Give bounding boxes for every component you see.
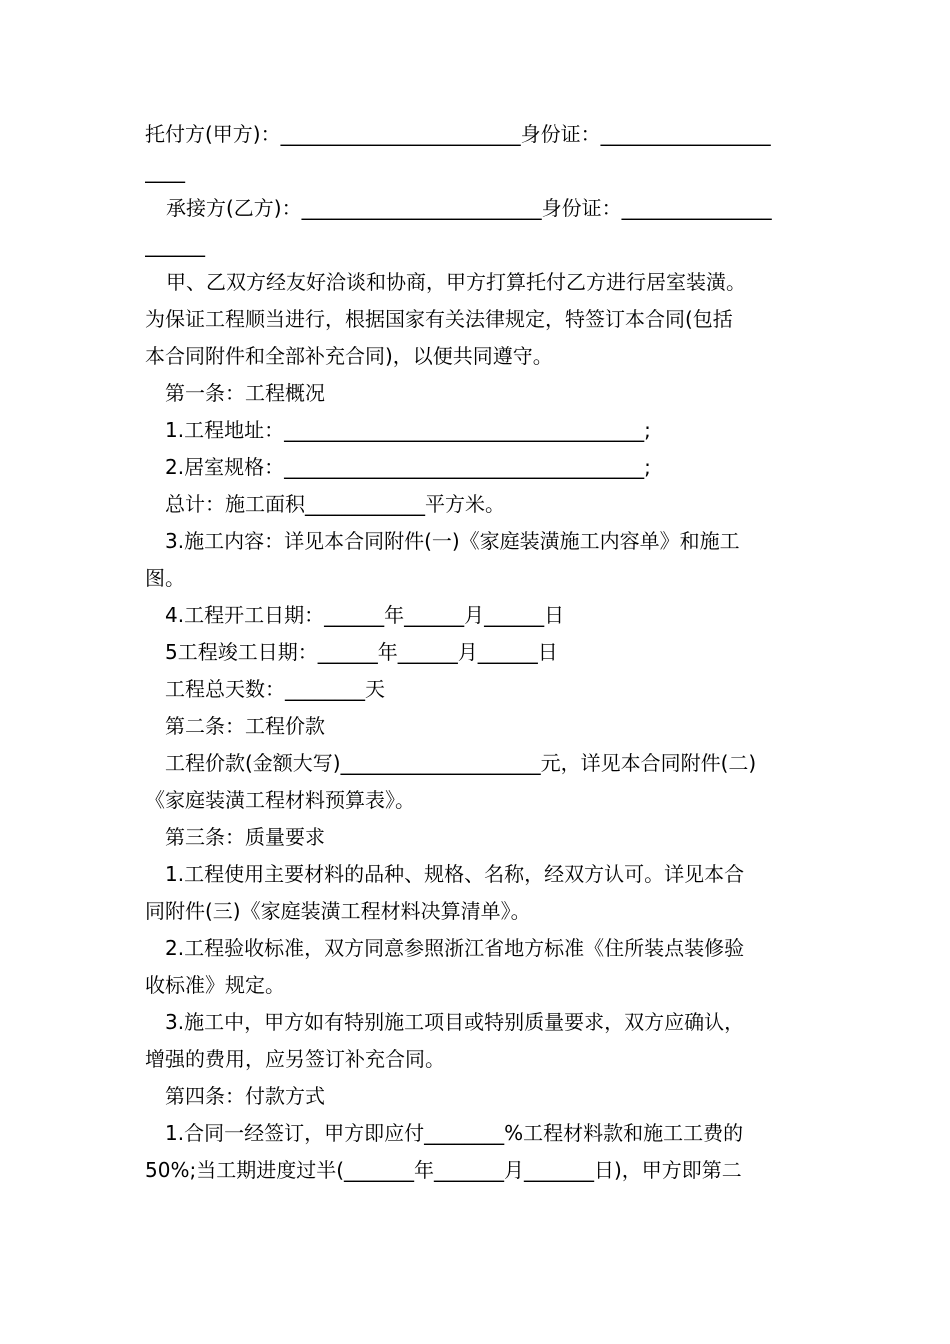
intro-paragraph-line-2: 为保证工程顺当进行，根据国家有关法律规定，特签订本合同(包括 [145,307,733,331]
project-address-line: 1.工程地址：____________________________________; [165,418,651,442]
party-b-line: 承接方(乙方)：________________________身份证：_______________ [166,196,772,220]
quality-item-2-line-1: 2.工程验收标准，双方同意参照浙江省地方标准《住所装点装修验 [165,936,745,960]
contract-body [145,116,810,1189]
article-4-heading: 第四条：付款方式 [165,1084,325,1108]
article-2-heading: 第二条：工程价款 [165,714,325,738]
price-line-1: 工程价款(金额大写)____________________元，详见本合同附件(二) [165,751,757,775]
quality-item-1-line-2: 同附件(三)《家庭装潢工程材料决算清单》。 [145,899,531,923]
article-1-heading: 第一条：工程概况 [165,381,325,405]
end-date-line: 5工程竣工日期：______年______月______日 [165,640,558,664]
price-line-2: 《家庭装潢工程材料预算表》。 [145,788,415,812]
total-area-line: 总计：施工面积____________平方米。 [165,492,505,516]
start-date-line: 4.工程开工日期：______年______月______日 [165,603,565,627]
article-3-heading: 第三条：质量要求 [165,825,325,849]
party-a-line-cont: ____ [145,159,185,183]
payment-line-2: 50%;当工期进度过半(_______年_______月_______日)，甲方即第二 [145,1158,742,1182]
party-a-line: 托付方(甲方)：________________________身份证：_________________ [145,122,771,146]
party-b-line-cont: ______ [145,233,205,257]
intro-paragraph-line-3: 本合同附件和全部补充合同)，以便共同遵守。 [145,344,553,368]
quality-item-3-line-2: 增强的费用，应另签订补充合同。 [145,1047,445,1071]
quality-item-3-line-1: 3.施工中，甲方如有特别施工项目或特别质量要求，双方应确认， [165,1010,745,1034]
work-content-line-1: 3.施工内容：详见本合同附件(一)《家庭装潢施工内容单》和施工 [165,529,740,553]
work-content-line-2: 图。 [145,566,185,590]
payment-line-1: 1.合同一经签订，甲方即应付________%工程材料款和施工工费的 [165,1121,744,1145]
intro-paragraph-line-1: 甲、乙双方经友好洽谈和协商，甲方打算托付乙方进行居室装潢。 [166,270,746,294]
quality-item-2-line-2: 收标准》规定。 [145,973,285,997]
total-days-line: 工程总天数：________天 [165,677,385,701]
quality-item-1-line-1: 1.工程使用主要材料的品种、规格、名称，经双方认可。详见本合 [165,862,745,886]
room-spec-line: 2.居室规格：____________________________________; [165,455,651,479]
